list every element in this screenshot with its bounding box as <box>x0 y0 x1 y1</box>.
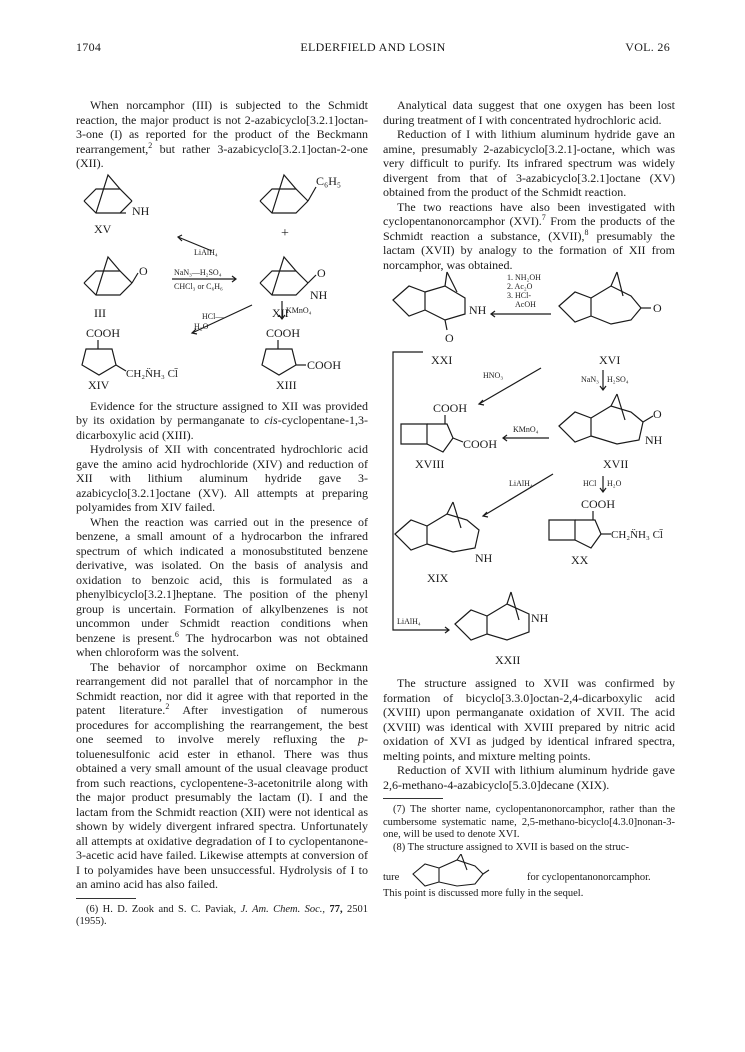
footnote-8: (8) The structure assigned to XVII is based on the struc- <box>393 841 629 853</box>
footnote-rule <box>76 898 136 899</box>
scheme-svg <box>76 171 368 393</box>
lialh4-label: LiAlH₄ <box>194 247 218 257</box>
paragraph: When the reaction was carried out in the presence of benzene, a small amount of a hydrocarbon the infrared spectrum of which indicated a monosubstituted benzene derivative, was isolated. On the basis of analysis and oxidation to benzoic acid, this is formulated as a phenylbicyclo[3.2.1]heptane. The position of the phenyl group is uncertain. Formation of alkylbenzenes is not uncommon under Schmidt reaction conditions when benzene is present.$^6$ The hydrocarbon was not obtained when chloroform was the solvent. <box>76 514 368 659</box>
paragraph: Hydrolysis of XII with concentrated hydrochloric acid gave the amino acid hydrochloride (XIV) and reduction of XII with lithium aluminum hydride gave 3-azabicyclo[3.2.1]octane (XV). All attempts at preparing polyamides from XIV failed. <box>76 442 368 514</box>
nan3-label: NaN₃—H₂SO₄ <box>174 267 222 277</box>
xix-nh-label: NH <box>475 551 493 565</box>
paragraph: Reduction of I with lithium aluminum hydride gave an amine, presumably 2-azabicyclo[3.2.1]-octane, which was very difficult to purify. Its infrared spectrum was widely divergent from that of 3-azabicyclo[3.2.1]octane (XV) obtained from the product of the Schmidt reaction. <box>383 127 675 199</box>
lialh4-label: LiAlH₄ <box>509 479 533 488</box>
iii-label: III <box>94 305 106 320</box>
left-column <box>76 98 368 929</box>
xviii-cooh-top: COOH <box>433 401 468 415</box>
structure-phenylbicycloheptane <box>260 175 316 213</box>
kmno4-label: KMnO₄ <box>286 305 312 315</box>
iii-oxygen: O <box>139 263 148 278</box>
step-2: 2. Ac₂O <box>507 282 533 291</box>
xviii-cooh-side: COOH <box>463 437 498 451</box>
step-1: 1. NH₂OH <box>507 273 541 282</box>
xxi-nh-label: NH <box>469 303 487 317</box>
structure-iii <box>84 257 138 295</box>
footnote-7: (7) The shorter name, cyclopentanonorcamphor, rather than the cumbersome systematic name, 2,5-methano-bicyclo[4.3.0]nonan-3-one, will be used to denote XVI. <box>383 804 675 840</box>
footnote-8-oxygen: O <box>490 863 498 875</box>
h2so4-label: H₂SO₄ <box>607 375 629 384</box>
xvi-oxygen: O <box>653 301 662 315</box>
xv-nh-label: NH <box>132 203 150 218</box>
step-4: AcOH <box>515 300 536 309</box>
xvii-oxygen: O <box>653 407 662 421</box>
footnote-8-svg <box>409 854 529 888</box>
xii-oxygen: O <box>317 265 326 280</box>
scheme-svg <box>383 272 675 672</box>
xiii-cooh-side: COOH <box>307 357 342 372</box>
hcl-label: HCl <box>583 479 597 488</box>
footnote-8-for: for cyclopentanonorcamphor. <box>527 872 651 883</box>
structure-xxi <box>393 272 465 330</box>
footnote-rule <box>383 798 443 799</box>
paragraph: When norcamphor (III) is subjected to the Schmidt reaction, the major product is not 2-azabicyclo[3.2.1]octan-3-one (I) as reported for the product of the Beckmann rearrangement,$^2$ but rather 3-azabicyclo[3.2.1]octan-2-one (XII). <box>76 98 368 170</box>
xvi-label: XVI <box>599 353 621 367</box>
footnote-6: (6) H. D. Zook and S. C. Paviak, J. Am. Chem. Soc., 77, 2501 (1955). <box>76 903 369 927</box>
xvii-nh-label: NH <box>645 433 663 447</box>
footnote-8-structure <box>383 854 675 888</box>
running-title: ELDERFIELD AND LOSIN <box>300 40 446 54</box>
xii-nh-label: NH <box>310 287 328 302</box>
footnote-8-ture: ture <box>383 872 400 883</box>
xx-ch2nh3: CH₂N̈H₃ Cl̄ <box>611 529 663 541</box>
xiii-cooh-top: COOH <box>266 325 301 340</box>
xxi-oxygen: O <box>445 331 454 345</box>
xii-label: XII <box>272 305 289 320</box>
plus-sign: + <box>281 225 289 241</box>
structure-xvi <box>559 272 651 324</box>
paragraph: Reduction of XVII with lithium aluminum hydride gave 2,6-methano-4-azabicyclo[5.3.0]decane (XIX). <box>383 763 675 792</box>
solvent-label: CHCl₃ or C₆H₆ <box>174 281 223 291</box>
kmno4-label: KMnO₄ <box>513 425 539 434</box>
xiv-label: XIV <box>88 377 110 392</box>
xxii-nh-label: NH <box>531 611 549 625</box>
paragraph: The behavior of norcamphor oxime on Beckmann rearrangement did not parallel that of norcamphor in the Schmidt reaction, nor did it agree with that reported in the patent literature.$^2$ After investigation of numerous procedures for accomplishing the rearrangement, the best one seemed to involve merely refluxing the p-toluenesulfonic acid ester in ethanol. There was thus obtained a very small amount of the usual cleavage product from such reactions, cyclopentene-3-acetonitrile along with the major product presumably the lactam (I). I and the lactam from the Schmidt reaction (XII) were not identical as shown by widely divergent infrared spectra. Unfortunately all attempts at oxidative degradation of I to cyclopentanone-3-acetic acid have failed. Likewise attempts at conversion of I to polyamides have been unsuccessful. Hydrolysis of I to an amino acid has also failed. <box>76 659 368 891</box>
structure-xiii <box>262 340 306 375</box>
structure-xix <box>395 502 479 552</box>
structure-xvii <box>559 394 653 444</box>
nan3-label: NaN₃ <box>581 375 599 384</box>
xiv-cooh: COOH <box>86 325 121 340</box>
structure-xxii <box>455 592 529 640</box>
h2o-label: H₂O <box>194 321 209 331</box>
running-header <box>76 40 670 58</box>
xxi-label: XXI <box>431 353 453 367</box>
xix-label: XIX <box>427 571 449 585</box>
paragraph: Analytical data suggest that one oxygen has been lost during treatment of I with concentrated hydrochloric acid. <box>383 98 675 127</box>
reaction-scheme-cyclopentanonorcamphor <box>383 272 675 672</box>
xvii-label: XVII <box>603 457 629 471</box>
structure-xx <box>549 511 611 548</box>
hno3-label: HNO₃ <box>483 371 504 380</box>
xv-label: XV <box>94 221 112 236</box>
xiii-label: XIII <box>276 377 297 392</box>
phenyl-label: C₆H₅ <box>316 173 342 188</box>
page-number: 1704 <box>76 40 102 54</box>
paragraph: The structure assigned to XVII was confirmed by formation of bicyclo[3.3.0]octan-2,4-dicarboxylic acid (XVIII) upon permanganate oxidation of XVII. The acid (XVIII) was identical with XVIII prepared by nitric acid oxidation of XVI as judged by identical infrared spectra, melting points, and mixture melting points. <box>383 676 675 763</box>
lialh4-label-lower: LiAlH₄ <box>397 617 421 626</box>
structure-xviii <box>401 415 463 452</box>
paragraph: Evidence for the structure assigned to XII was provided by its oxidation by permanganate to cis-cyclopentane-1,3-dicarboxylic acid (XIII). <box>76 398 368 442</box>
structure-xv <box>84 175 132 213</box>
h2o-label: H₂O <box>607 479 622 488</box>
reaction-scheme-norcamphor <box>76 171 368 393</box>
footnotes-7-8 <box>383 804 675 901</box>
xx-cooh: COOH <box>581 497 616 511</box>
hcl-label: HCl— <box>202 311 224 321</box>
volume-number: VOL. 26 <box>625 40 670 54</box>
right-column <box>383 98 675 901</box>
xx-label: XX <box>571 553 589 567</box>
step-3: 3. HCl- <box>507 291 531 300</box>
xxii-label: XXII <box>495 653 521 667</box>
xviii-label: XVIII <box>415 457 445 471</box>
footnote-8-end: This point is discussed more fully in the sequel. <box>383 888 584 899</box>
xiv-ch2nh3: CH₂N̈H₃ Cl̄ <box>126 367 178 380</box>
structure-xiv <box>82 340 126 375</box>
paragraph: The two reactions have also been investigated with cyclopentanonorcamphor (XVI).$^7$ From the products of the Schmidt reaction a substance, (XVII),$^8$ presumably the lactam (XVII) by analogy to the formation of XII from norcamphor, was obtained. <box>383 199 675 272</box>
structure-xii <box>260 257 316 295</box>
